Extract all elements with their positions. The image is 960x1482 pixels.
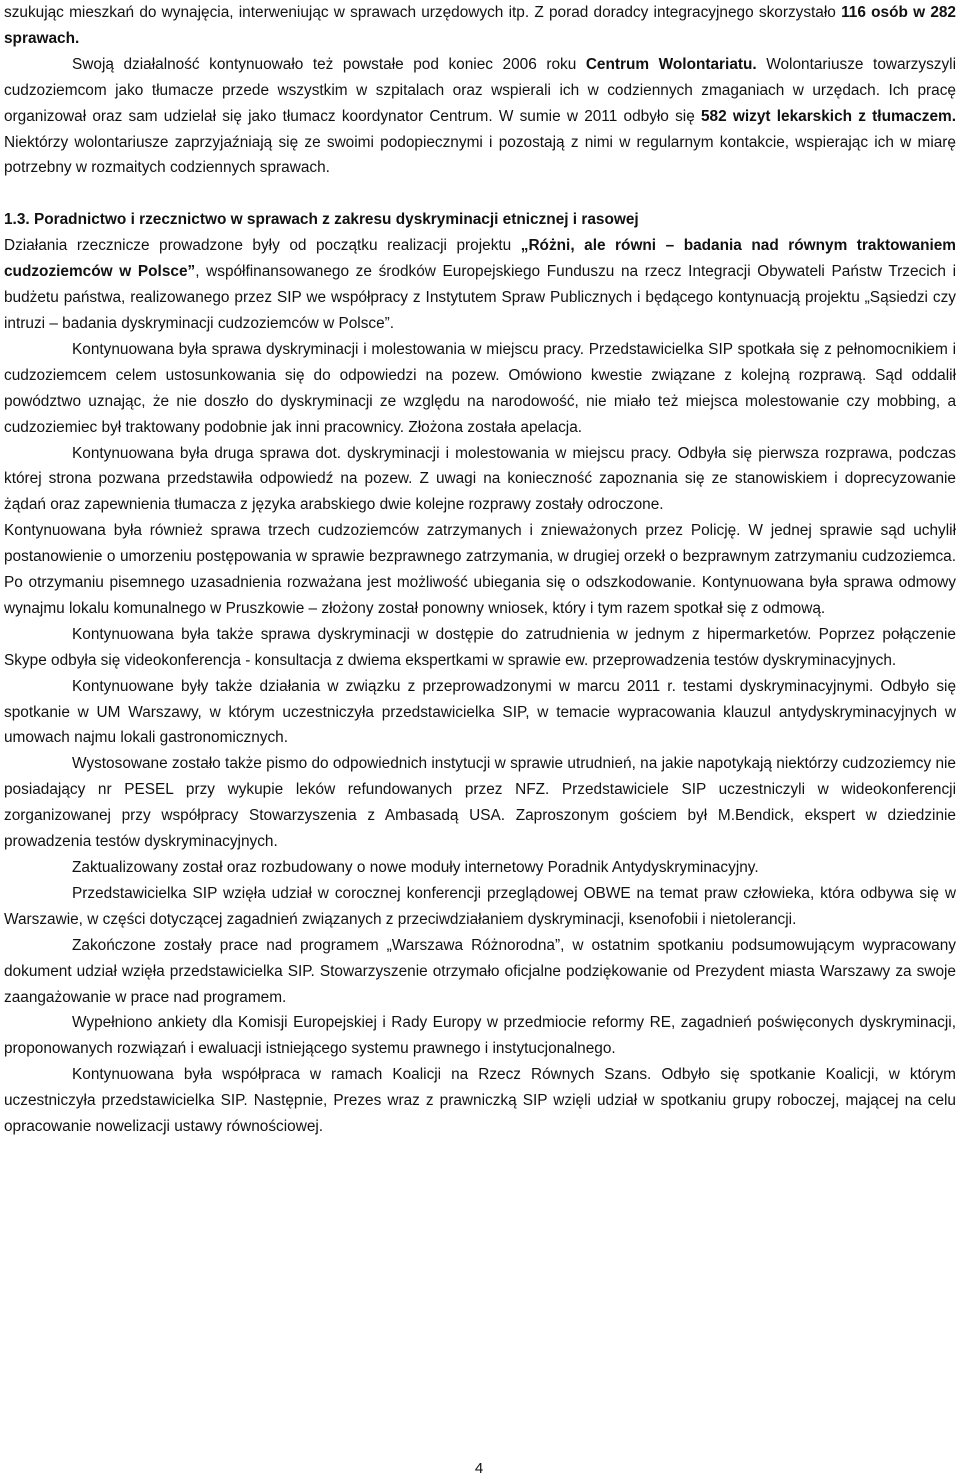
paragraph-warsaw-diverse: Zakończone zostały prace nad programem „Warszawa Różnorodna”, w ostatnim spotkaniu podsumowującym wypracowany dokument udział wzięła przedstawicielka SIP. Stowarzyszenie otrzymało oficjalne podziękowanie od Prezydent miasta Warszawy za swoje zaangażowanie w prace nad programem. bbox=[4, 936, 956, 1006]
paragraph-case-police: Kontynuowana była również sprawa trzech cudzoziemców zatrzymanych i znieważonych przez Policję. W jednej sprawie sąd uchylił postanowienie o umorzeniu postępowania w sprawie bezprawnego zatrzymania, w drugiej orzekł o bezprawnym zatrzymaniu cudzoziemca. Po otrzymaniu pisemnego uzasadnienia rozważana jest możliwość ubiegania się o odszkodowanie. Kontynuowana była sprawa odmowy wynajmu lokalu komunalnego w Pruszkowie – złożony został ponowny wniosek, który i tym razem spotkał się z odmową. bbox=[4, 522, 956, 617]
section-heading: 1.3. Poradnictwo i rzecznictwo w sprawach z zakresu dyskryminacji etnicznej i rasowej bbox=[4, 211, 639, 229]
page-number: 4 bbox=[474, 1460, 486, 1477]
volunteer-centre-name: Centrum Wolontariatu. bbox=[585, 55, 757, 73]
paragraph-guide-update: Zaktualizowany został oraz rozbudowany o nowe moduły internetowy Poradnik Antydyskryminacyjny. bbox=[72, 859, 759, 876]
paragraph-surveys: Wypełniono ankiety dla Komisji Europejskiej i Rady Europy w przedmiocie reformy RE, zagadnień poświęconych dyskryminacji, proponowanych rozwiązań i ewaluacji istniejącego systemu prawnego i instytucjonalnego. bbox=[4, 1014, 956, 1058]
paragraph-coalition: Kontynuowana była współpraca w ramach Koalicji na Rzecz Równych Szans. Odbyło się spotkanie Koalicji, w którym uczestniczyła przedstawicielka SIP. Następnie, Prezes wraz z prawniczką SIP wzięli udział w spotkaniu grupy roboczej, mającej na celu opracowanie nowelizacji ustawy równościowej. bbox=[4, 1066, 956, 1136]
medical-visits-stats: 582 wizyt lekarskich z tłumaczem. bbox=[700, 107, 956, 125]
paragraph-discrimination-tests: Kontynuowane były także działania w związku z przeprowadzonymi w marcu 2011 r. testami dyskryminacyjnymi. Odbyło się spotkanie w UM Warszawy, w którym uczestniczyła przedstawicielka SIP, w temacie wypracowania klauzul antydyskryminacyjnych w umowach najmu lokali gastronomicznych. bbox=[4, 677, 956, 747]
paragraph-volunteer-centre: Swoją działalność kontynuowało też powstałe pod koniec 2006 roku Centrum Wolontariatu. Wolontariusze towarzyszyli cudzoziemcom jako tłumacze przede wszystkim w szpitalach oraz wspierali ich w codziennych zmaganiach w urzędach. Ich pracę organizował oraz sam udzielał się jako tłumacz koordynator Centrum. W sumie w 2011 odbyło się 582 wizyt lekarskich z tłumaczem. Niektórzy wolontariusze zaprzyjaźniają się ze swoimi podopiecznymi i pozostają z nimi w regularnym kontakcie, wspierając ich w miarę potrzebny w rozmaitych codziennych sprawach. bbox=[4, 55, 956, 177]
advisor-stats: 116 osób w 282 sprawach. bbox=[4, 4, 956, 47]
project-title: „Różni, ale równi – badania nad równym traktowaniem cudzoziemców w Polsce” bbox=[4, 237, 956, 281]
document-page bbox=[4, 0, 956, 1140]
paragraph-case-hypermarket: Kontynuowana była także sprawa dyskryminacji w dostępie do zatrudnienia w jednym z hipermarketów. Poprzez połączenie Skype odbyła się videokonferencja - konsultacja z dwiema ekspertkami w sprawie ew. przeprowadzenia testów dyskryminacyjnych. bbox=[4, 625, 956, 669]
paragraph-case-workplace-2: Kontynuowana była druga sprawa dot. dyskryminacji i molestowania w miejscu pracy. Odbyła się pierwsza rozprawa, podczas której strona pozwana przedstawiła odpowiedź na pozew. Z uwagi na konieczność zapoznania się ze stanowiskiem i doprecyzowanie żądań oraz zapewnienia tłumacza z języka arabskiego dwie kolejne rozprawy zostały odroczone. bbox=[4, 444, 956, 514]
paragraph-advocacy-intro: Działania rzecznicze prowadzone były od początku realizacji projektu „Różni, ale równi – badania nad równym traktowaniem cudzoziemców w Polsce”, współfinansowanego ze środków Europejskiego Funduszu na rzecz Integracji Obywateli Państw Trzecich i budżetu państwa, realizowanego przez SIP we współpracy z Instytutem Spraw Publicznych i będącego kontynuacją projektu „Sąsiedzi czy intruzi – badania dyskryminacji cudzoziemców w Polsce”. bbox=[4, 237, 956, 332]
paragraph-integration-advisor: szukując mieszkań do wynajęcia, interweniując w sprawach urzędowych itp. Z porad doradcy integracyjnego skorzystało 116 osób w 282 sprawach. bbox=[4, 4, 956, 47]
paragraph-pesel-letter: Wystosowane zostało także pismo do odpowiednich instytucji w sprawie utrudnień, na jakie napotykają niektórzy cudzoziemcy nie posiadający nr PESEL przy wykupie leków refundowanych przez NFZ. Przedstawiciele SIP uczestniczyli w wideokonferencji zorganizowanej przy współpracy Stowarzyszenia z Ambasadą USA. Zaproszonym gościem był M.Bendick, ekspert w dziedzinie prowadzenia testów dyskryminacyjnych. bbox=[4, 755, 956, 851]
paragraph-osce-conference: Przedstawicielka SIP wzięła udział w corocznej konferencji przeglądowej OBWE na temat praw człowieka, która odbywa się w Warszawie, w części dotyczącej zagadnień związanych z przeciwdziałaniem dyskryminacji, ksenofobii i nietolerancji. bbox=[4, 884, 956, 928]
paragraph-case-workplace-1: Kontynuowana była sprawa dyskryminacji i molestowania w miejscu pracy. Przedstawicielka SIP spotkała się z pełnomocnikiem i cudzoziemcem celem ustosunkowania się do odpowiedzi na pozew. Omówiono kwestie związane z kolejną rozprawą. Sąd oddalił powództwo uznając, że nie doszło do dyskryminacji ze względu na narodowość, nie miało też miejsca molestowanie czy mobbing, a cudzoziemiec był traktowany podobnie jak inni pracownicy. Złożona została apelacja. bbox=[4, 340, 956, 436]
